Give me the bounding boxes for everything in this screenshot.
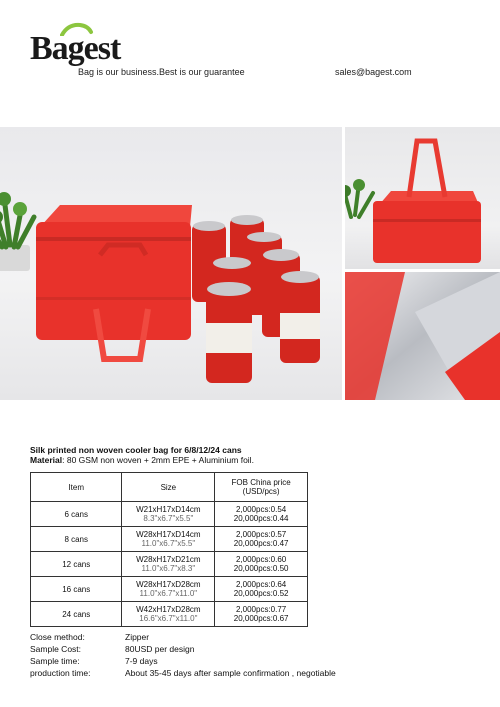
cooler-bag-red bbox=[36, 205, 192, 359]
item-cell: 6 cans bbox=[31, 502, 122, 527]
logo-wordmark: Bagest bbox=[30, 30, 121, 67]
item-cell: 12 cans bbox=[31, 552, 122, 577]
detail-value: About 35-45 days after sample confirmation , negotiable bbox=[125, 668, 336, 678]
product-photo-interior bbox=[345, 272, 500, 400]
detail-label: Sample time: bbox=[30, 656, 80, 666]
size-cell: W28xH17xD28cm 11.0"x6.7"x11.0" bbox=[122, 577, 215, 602]
price-cell: 2,000pcs:0.64 20,000pcs:0.52 bbox=[215, 577, 308, 602]
size-cell: W42xH17xD28cm 16.6"x6.7"x11.0" bbox=[122, 602, 215, 627]
plant-icon bbox=[0, 192, 34, 271]
detail-value: 80USD per design bbox=[125, 644, 195, 654]
detail-value: Zipper bbox=[125, 632, 150, 642]
detail-label: production time: bbox=[30, 668, 91, 678]
detail-value: 7-9 days bbox=[125, 656, 158, 666]
table-header-row bbox=[31, 473, 308, 502]
header-price: FOB China price (USD/pcs) bbox=[215, 473, 308, 502]
detail-label: Sample Cost: bbox=[30, 644, 82, 654]
product-photo-side bbox=[345, 127, 500, 269]
price-cell: 2,000pcs:0.54 20,000pcs:0.44 bbox=[215, 502, 308, 527]
brand-logo bbox=[30, 22, 120, 68]
product-photo-main bbox=[0, 127, 342, 400]
header-size: Size bbox=[122, 473, 215, 502]
product-material bbox=[30, 455, 254, 465]
price-cell: 2,000pcs:0.77 20,000pcs:0.67 bbox=[215, 602, 308, 627]
tagline: Bag is our business.Best is our guarantee bbox=[78, 67, 245, 77]
item-cell: 24 cans bbox=[31, 602, 122, 627]
detail-label: Close method: bbox=[30, 632, 85, 642]
header-item: Item bbox=[31, 473, 122, 502]
contact-email[interactable]: sales@bagest.com bbox=[335, 67, 412, 77]
table-row bbox=[31, 502, 308, 527]
table-row bbox=[31, 552, 308, 577]
size-cell: W28xH17xD14cm 11.0"x6.7"x5.5" bbox=[122, 527, 215, 552]
product-title: Silk printed non woven cooler bag for 6/8/12/24 cans bbox=[30, 445, 242, 455]
material-label: Material bbox=[30, 455, 63, 465]
table-row bbox=[31, 527, 308, 552]
beer-cans bbox=[192, 215, 320, 383]
price-table bbox=[30, 472, 308, 627]
item-cell: 8 cans bbox=[31, 527, 122, 552]
plant-icon bbox=[345, 179, 373, 217]
size-cell: W21xH17xD14cm 8.3"x6.7"x5.5" bbox=[122, 502, 215, 527]
table-row bbox=[31, 577, 308, 602]
material-value: : 80 GSM non woven + 2mm EPE + Aluminium foil. bbox=[62, 455, 254, 465]
price-cell: 2,000pcs:0.60 20,000pcs:0.50 bbox=[215, 552, 308, 577]
price-cell: 2,000pcs:0.57 20,000pcs:0.47 bbox=[215, 527, 308, 552]
item-cell: 16 cans bbox=[31, 577, 122, 602]
size-cell: W28xH17xD21cm 11.0"x6.7"x8.3" bbox=[122, 552, 215, 577]
table-row bbox=[31, 602, 308, 627]
